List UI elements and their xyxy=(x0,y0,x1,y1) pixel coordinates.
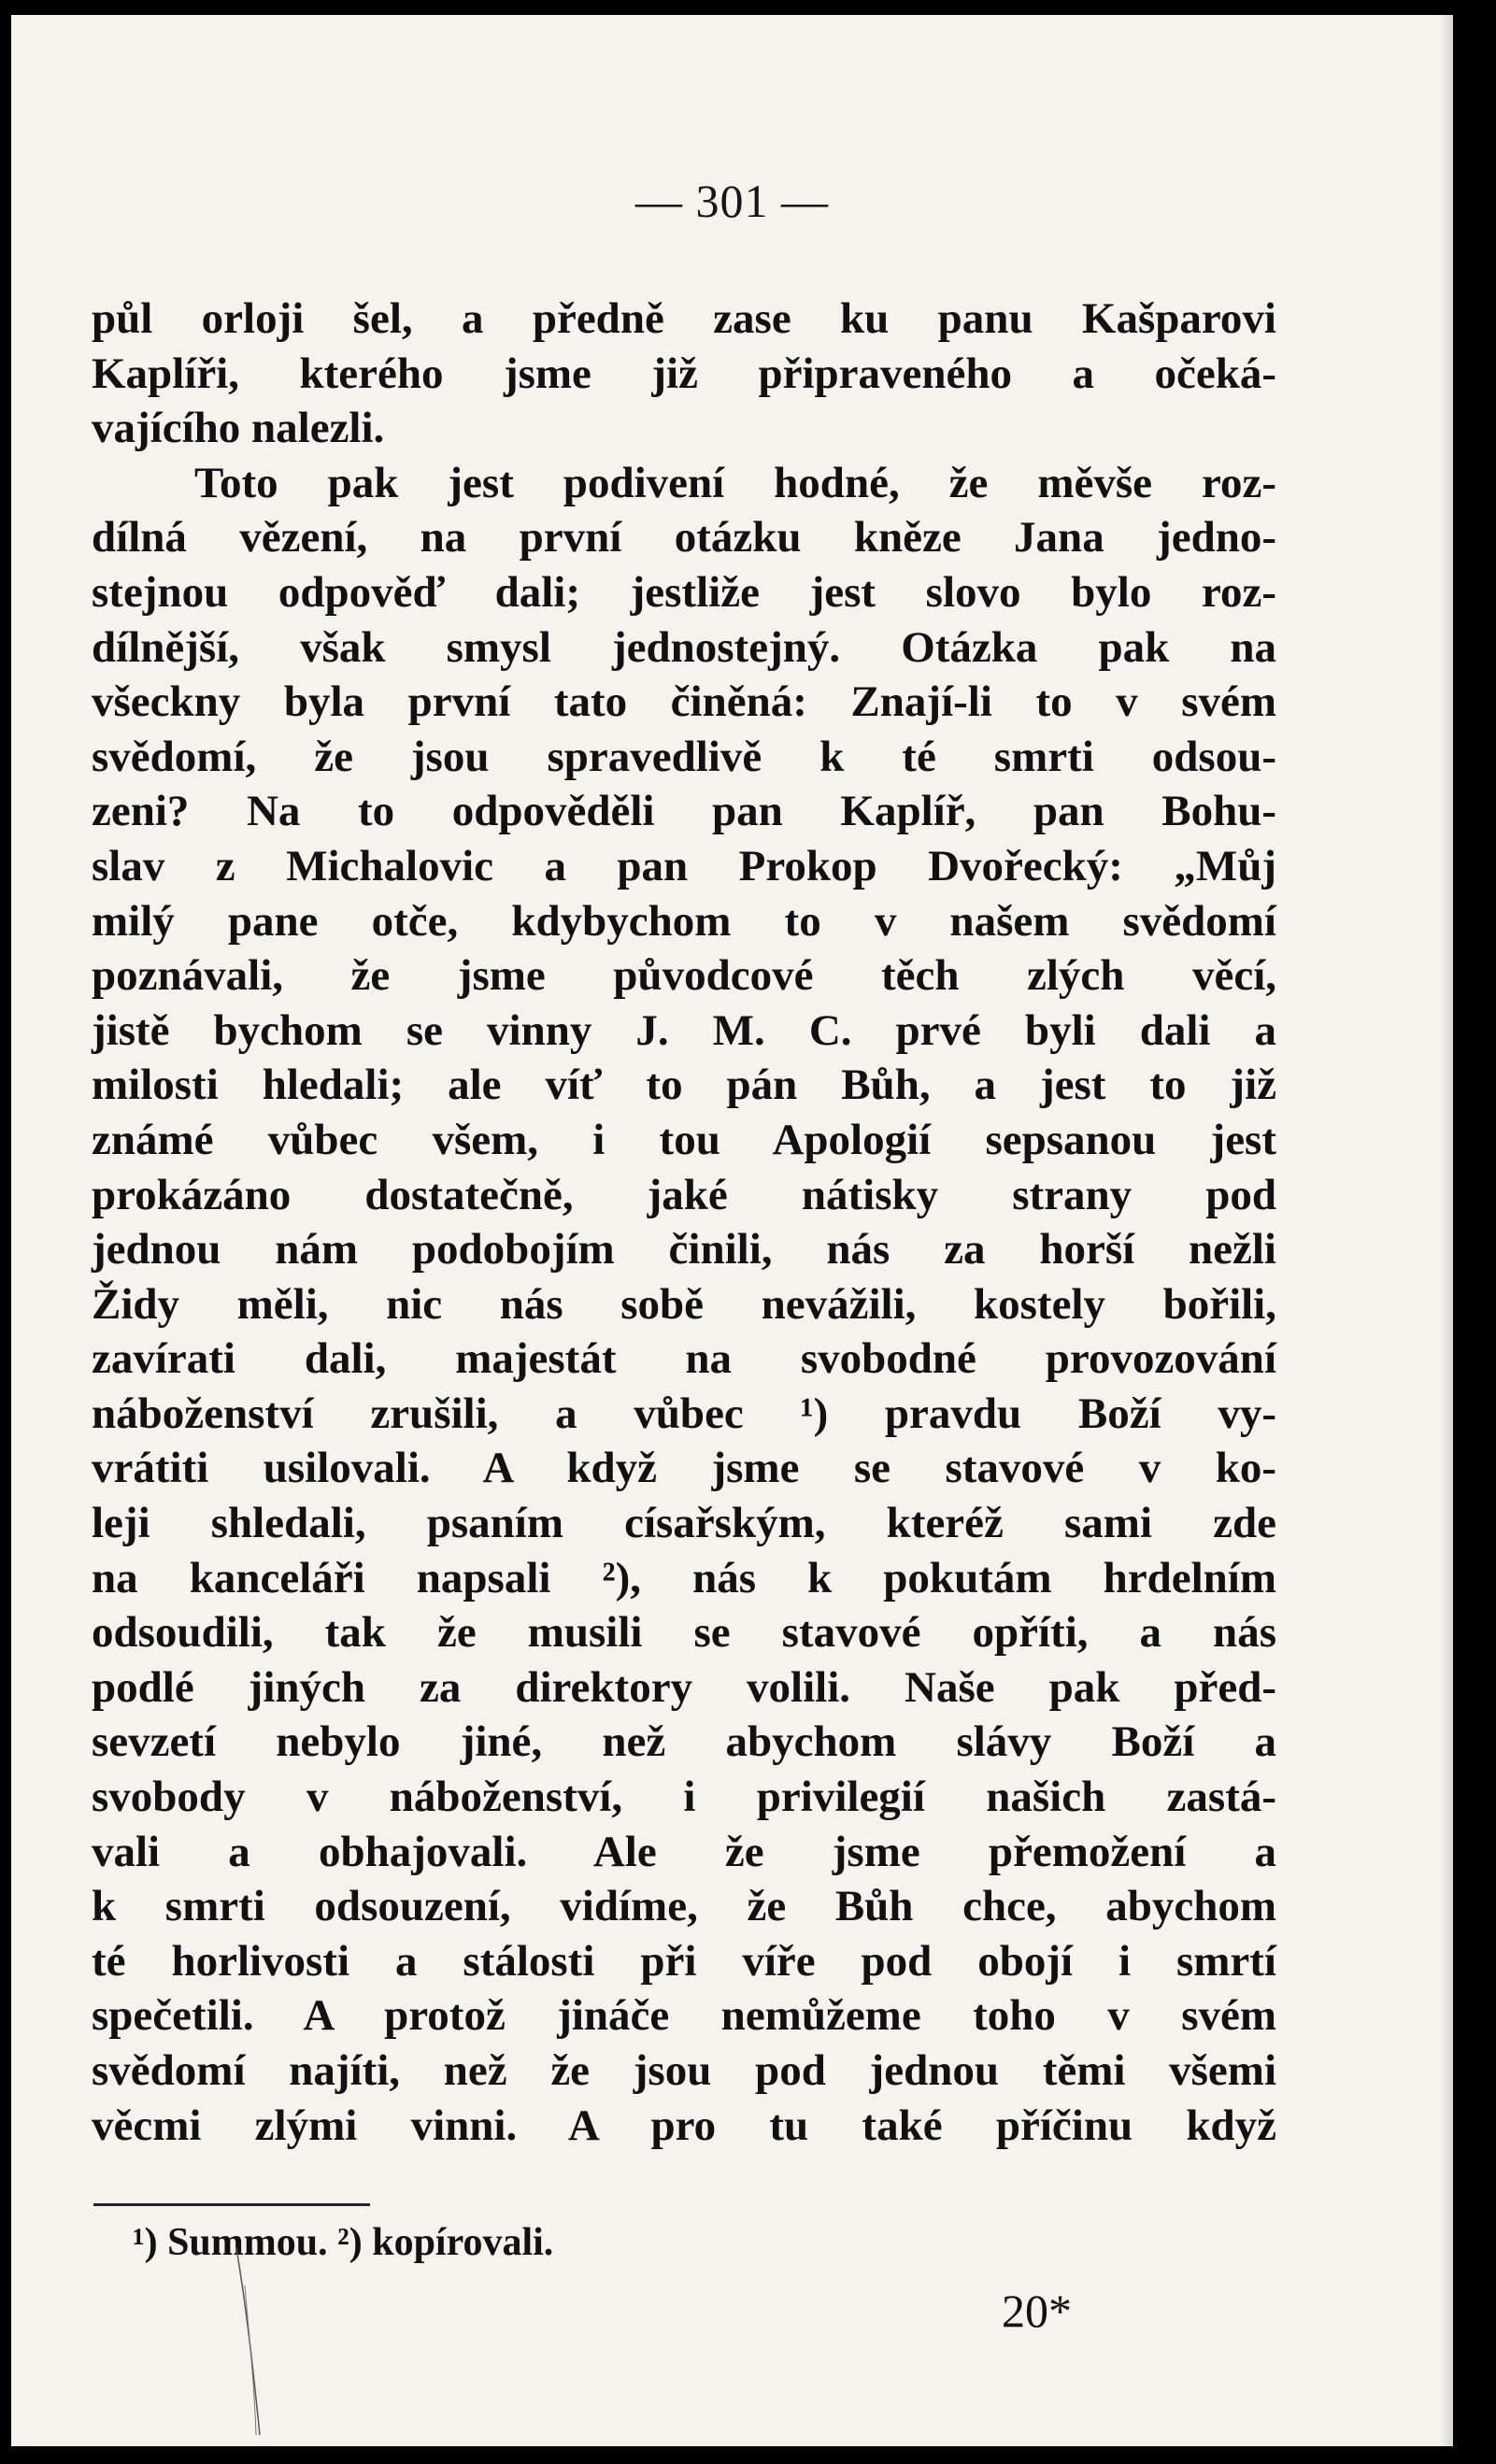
footnotes: ¹) Summou. ²) kopírovali. xyxy=(133,2221,554,2264)
text-line: poznávali, že jsme původcové těch zlých věcí, xyxy=(92,951,1276,1001)
paper-fold-mark xyxy=(232,2248,288,2435)
text-line: všeckny byla první tato činěná: Znají-li to v svém xyxy=(92,677,1276,727)
text-line: prokázáno dostatečně, jaké nátisky strany pod xyxy=(92,1170,1276,1219)
footnote-divider xyxy=(93,2203,370,2206)
text-line: stejnou odpověď dali; jestliže jest slovo bylo roz- xyxy=(92,567,1276,617)
book-page xyxy=(11,15,1453,2446)
signature-mark: 20* xyxy=(1002,2285,1072,2337)
text-line: svobody v náboženství, i privilegií našich zastá- xyxy=(92,1773,1276,1822)
text-line: milosti hledali; ale víť to pán Bůh, a jest to již xyxy=(92,1061,1276,1110)
text-line: jednou nám podobojím činili, nás za horší nežli xyxy=(92,1225,1276,1275)
text-line: zavírati dali, majestát na svobodné provozování xyxy=(92,1334,1276,1384)
text-line: té horlivosti a stálosti při víře pod obojí i smrtí xyxy=(92,1936,1276,1986)
text-line: Toto pak jest podivení hodné, že měvše roz- xyxy=(194,458,1276,507)
text-line: leji shledali, psaním císařským, kteréž sami zde xyxy=(92,1499,1276,1548)
page-edge-shadow xyxy=(1440,15,1453,2446)
text-line: slav z Michalovic a pan Prokop Dvořecký: „Můj xyxy=(92,841,1276,890)
text-line: Kaplíři, kterého jsme již připraveného a očeká- xyxy=(92,349,1276,398)
text-line: k smrti odsouzení, vidíme, že Bůh chce, abychom xyxy=(92,1882,1276,1931)
text-line: na kanceláři napsali ²), nás k pokutám hrdelním xyxy=(92,1553,1276,1602)
text-line: podlé jiných za direktory volili. Naše pak před- xyxy=(92,1662,1276,1712)
text-line: náboženství zrušili, a vůbec ¹) pravdu Boží vy- xyxy=(92,1389,1276,1438)
text-line: sevzetí nebylo jiné, než abychom slávy Boží a xyxy=(92,1717,1276,1767)
text-line: Židy měli, nic nás sobě nevážili, kostely bořili, xyxy=(92,1279,1276,1329)
text-line: spečetili. A protož jináče nemůžeme toho v svém xyxy=(92,1991,1276,2041)
text-line: věcmi zlými vinni. A pro tu také příčinu když xyxy=(92,2101,1276,2150)
text-line: milý pane otče, kdybychom to v našem svědomí xyxy=(92,896,1276,946)
text-line: odsoudili, tak že musili se stavové opříti, a nás xyxy=(92,1608,1276,1658)
text-line: jistě bychom se vinny J. M. C. prvé byli dali a xyxy=(92,1005,1276,1055)
text-line: dílnější, však smysl jednostejný. Otázka pak na xyxy=(92,622,1276,672)
text-line: zeni? Na to odpověděli pan Kaplíř, pan Bohu- xyxy=(92,787,1276,836)
text-line: půl orloji šel, a předně zase ku panu Kašparovi xyxy=(92,294,1276,343)
page-number: — 301 — xyxy=(635,175,829,227)
body-text xyxy=(92,292,1276,2153)
text-line: vrátiti usilovali. A když jsme se stavové v ko- xyxy=(92,1444,1276,1493)
text-line: známé vůbec všem, i tou Apologií sepsanou jest xyxy=(92,1115,1276,1164)
text-line: vali a obhajovali. Ale že jsme přemožení a xyxy=(92,1827,1276,1876)
text-line: svědomí najíti, než že jsou pod jednou těmi všemi xyxy=(92,2046,1276,2095)
text-line: dílná vězení, na první otázku kněze Jana jedno- xyxy=(92,513,1276,563)
text-line: svědomí, že jsou spravedlivě k té smrti odsou- xyxy=(92,732,1276,781)
text-line: vajícího nalezli. xyxy=(92,404,385,453)
